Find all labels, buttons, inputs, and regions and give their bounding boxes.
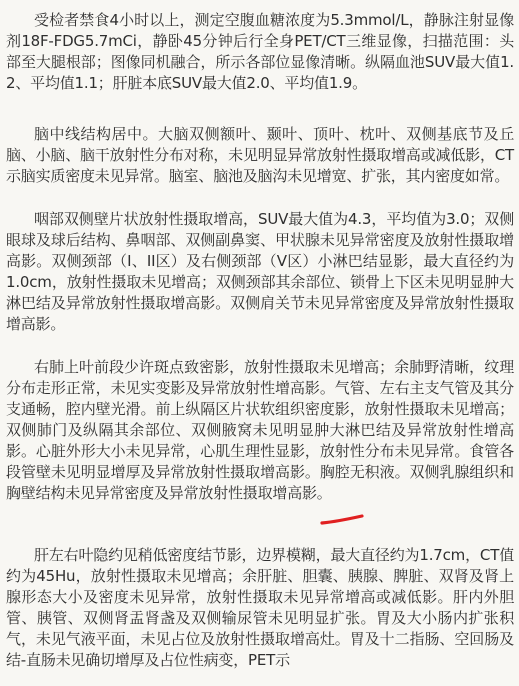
paragraph-brain-findings: 脑中线结构居中。大脑双侧额叶、颞叶、顶叶、枕叶、双侧基底节及丘脑、小脑、脑干放射性分布对称，未见明显异常放射性摄取增高或减低影，CT示脑实质密度未见异常。脑室、脑池及脑沟未见增宽、扩张，其内密度如常。: [6, 125, 514, 185]
paragraph-exam-protocol: 受检者禁食4小时以上，测定空腹血糖浓度为5.3mmol/L，静脉注射显像剂18F-FDG5.7mCi，静卧45分钟后行全身PET/CT三维显像，扫描范围：头部至大腿根部；图像同机融合，所示各部位显像清晰。纵隔血池SUV最大值1.2、平均值1.1；肝脏本底SUV最大值2.0、平均值1.9。: [6, 11, 514, 92]
red-pen-mark: [320, 514, 364, 526]
red-pen-stroke: [322, 516, 362, 523]
paragraph-head-neck-findings: 咽部双侧壁片状放射性摄取增高，SUV最大值为4.3，平均值为3.0；双侧眼球及球后结构、鼻咽部、双侧副鼻窦、甲状腺未见异常密度及放射性摄取增高影。双侧颈部（I、II区）及右侧颈部（V区）小淋巴结显影，最大直径约为1.0cm，放射性摄取未见增高；双侧颈部其余部位、锁骨上下区未见明显肿大淋巴结及异常放射性摄取增高影。双侧肩关节未见异常密度及异常放射性摄取增高影。: [6, 210, 514, 333]
paragraph-chest-findings: 右肺上叶前段少许斑点致密影，放射性摄取未见增高；余肺野清晰，纹理分布走形正常，未见实变影及异常放射性增高影。气管、左右主支气管及其分支通畅，腔内壁光滑。前上纵隔区片状软组织密度影，放射性摄取未见增高；双侧肺门及纵隔其余部位、双侧腋窝未见明显肿大淋巴结及异常放射性增高影。心脏外形大小未见异常，心肌生理性显影，放射性分布未见异常。食管各段管壁未见明显增厚及异常放射性摄取增高影。胸腔无积液。双侧乳腺组织和胸壁结构未见异常密度及异常放射性摄取增高影。: [6, 358, 514, 502]
paragraph-abdomen-findings: 肝左右叶隐约见稍低密度结节影，边界模糊，最大直径约为1.7cm，CT值约为45Hu，放射性摄取未见增高；余肝脏、胆囊、胰腺、脾脏、双肾及肾上腺形态大小及密度未见异常，放射性摄取未见异常增高或减低影。肝内外胆管、胰管、双侧肾盂肾盏及双侧输尿管未见明显扩张。胃及大小肠内扩张积气，未见气液平面，未见占位及放射性摄取增高灶。胃及十二指肠、空回肠及结-直肠未见确切增厚及占位性病变，PET示: [6, 546, 514, 669]
